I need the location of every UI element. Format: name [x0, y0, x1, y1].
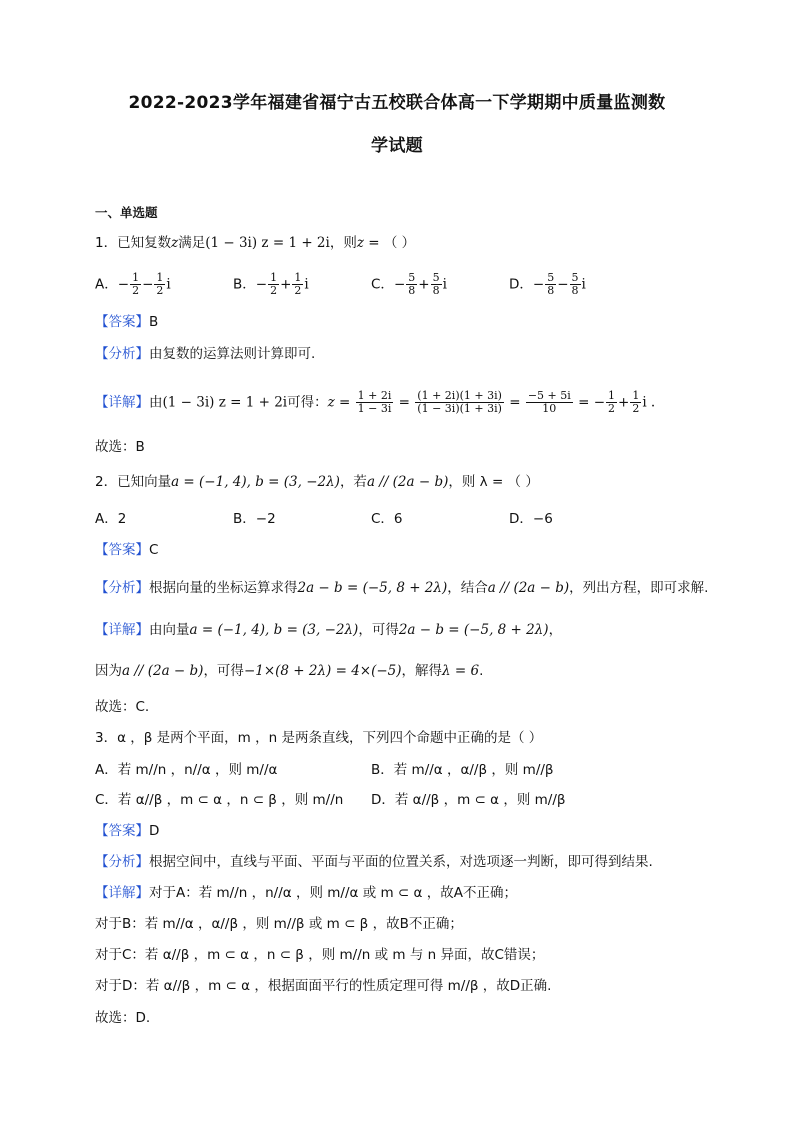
- question-2-analysis: 【分析】根据向量的坐标运算求得2a − b = (−5, 8 + 2λ)，结合a // (2a − b)，列出方程，即可求解.: [95, 580, 709, 596]
- question-1-option-c: C．− $\frac{5}{8}$ + $\frac{5}{8}$ i: [371, 271, 447, 297]
- question-3-detail-c: 对于C：若 α//β ，m ⊂ α ，n ⊂ β ，则 m//n 或 m 与 n 异面，故C错误；: [95, 947, 545, 963]
- question-2-answer: 【答案】C: [95, 542, 159, 558]
- question-1-stem: 1．已知复数z满足(1 − 3i) z = 1 + 2i，则z = （ ）: [95, 235, 416, 251]
- question-1-choice: 故选：B: [95, 439, 145, 455]
- question-2-option-c: C．6: [371, 511, 403, 527]
- section-heading: 一、单选题: [95, 205, 158, 220]
- question-2-option-a: A．2: [95, 511, 127, 527]
- question-3-detail-d: 对于D：若 α//β ，m ⊂ α ，根据面面平行的性质定理可得 m//β ，故D正确.: [95, 978, 552, 994]
- question-3-choice: 故选：D.: [95, 1010, 151, 1026]
- question-2-detail-solve: 因为a // (2a − b)，可得−1×(8 + 2λ) = 4×(−5)，解得λ = 6.: [95, 663, 484, 679]
- question-3-answer: 【答案】D: [95, 823, 160, 839]
- question-2-stem: 2．已知向量a = (−1, 4), b = (3, −2λ)，若a // (2a − b)，则 λ = （ ）: [95, 474, 539, 490]
- question-1-analysis: 【分析】由复数的运算法则计算即可.: [95, 346, 316, 362]
- question-3-detail-b: 对于B：若 m//α ，α//β ，则 m//β 或 m ⊂ β ，故B不正确；: [95, 916, 463, 932]
- question-3-analysis: 【分析】根据空间中，直线与平面、平面与平面的位置关系，对选项逐一判断，即可得到结果.: [95, 854, 653, 870]
- question-3-option-d: D．若 α//β ，m ⊂ α ，则 m//β: [371, 792, 566, 808]
- question-1-answer: 【答案】B: [95, 314, 159, 330]
- page-title: 2022-2023学年福建省福宁古五校联合体高一下学期期中质量监测数: [128, 93, 666, 113]
- question-2-option-b: B．−2: [233, 511, 276, 527]
- question-1-detail: 【详解】由(1 − 3i) z = 1 + 2i可得：z = $\frac{1 + 2i}{1 - 3i}$ = $\frac{(1 + 2i)(1 + 3i)}{(1 - 3i)(1 + 3i)}$ = $\frac{-5 + 5i}{10}$ = − $\frac{1}{2}$ + $\frac{1}{2}$ i .: [95, 389, 656, 415]
- question-1-option-b: B．− $\frac{1}{2}$ + $\frac{1}{2}$ i: [233, 271, 309, 297]
- question-2-choice: 故选：C.: [95, 699, 150, 715]
- question-3-option-a: A．若 m//n ，n//α ，则 m//α: [95, 762, 278, 778]
- question-1-option-a: A．− $\frac{1}{2}$ − $\frac{1}{2}$ i: [95, 271, 171, 297]
- question-3-stem: 3．α ，β 是两个平面，m ，n 是两条直线，下列四个命题中正确的是（ ）: [95, 730, 543, 746]
- question-2-detail: 【详解】由向量a = (−1, 4), b = (3, −2λ)，可得2a − b = (−5, 8 + 2λ)，: [95, 622, 563, 638]
- page-title-line2: 学试题: [371, 136, 423, 156]
- question-3-option-b: B．若 m//α ，α//β ，则 m//β: [371, 762, 554, 778]
- question-2-option-d: D．−6: [509, 511, 553, 527]
- question-3-detail-a: 【详解】对于A：若 m//n ，n//α ，则 m//α 或 m ⊂ α ，故A不正确；: [95, 885, 517, 901]
- question-3-option-c: C．若 α//β ，m ⊂ α ，n ⊂ β ，则 m//n: [95, 792, 344, 808]
- question-1-option-d: D．− $\frac{5}{8}$ − $\frac{5}{8}$ i: [509, 271, 586, 297]
